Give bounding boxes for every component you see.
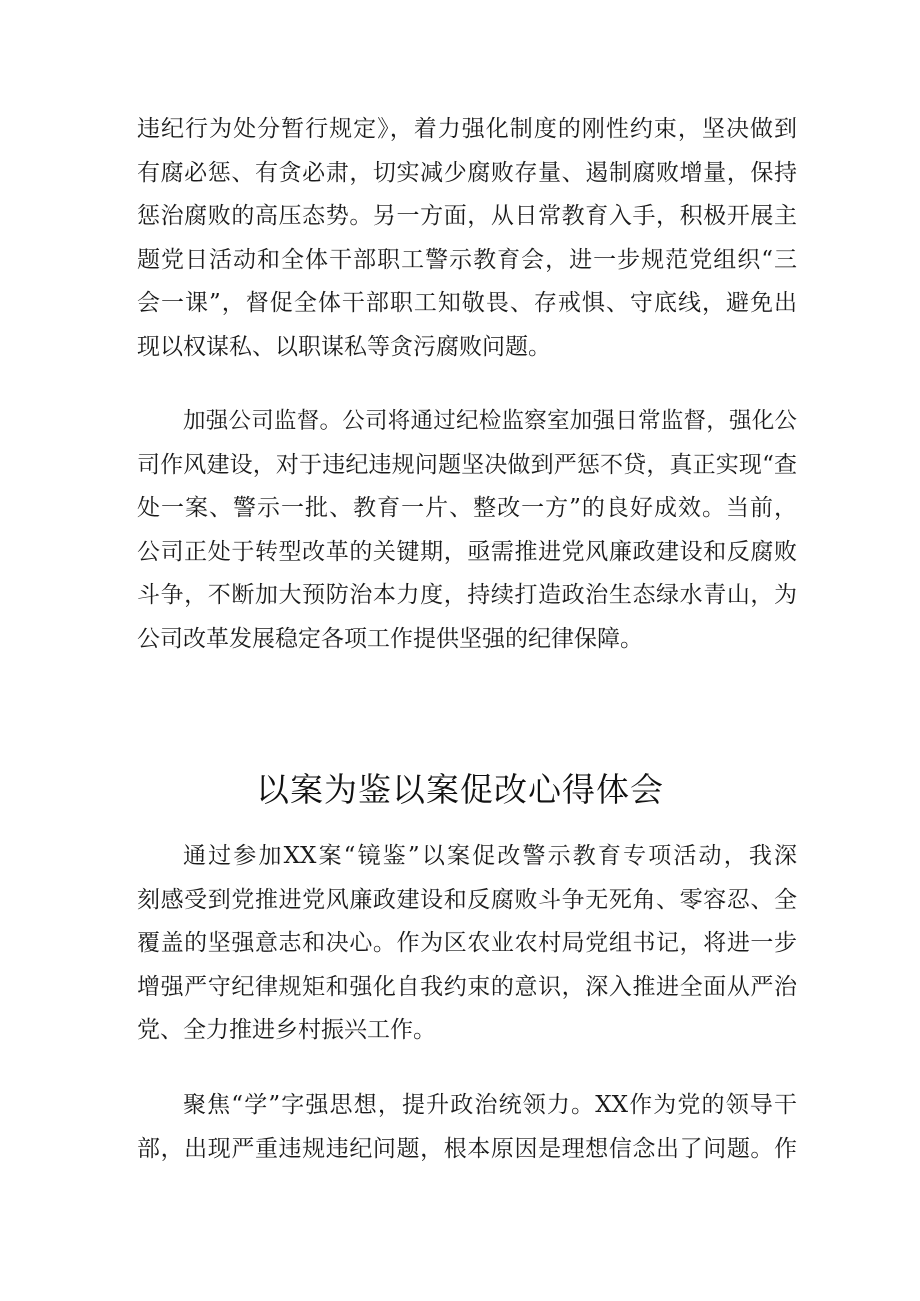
text-line: 处一案、警示一批、教育一片、整改一方”的良好成效。当前， <box>137 495 797 521</box>
text-line: 司作风建设，对于违纪违规问题坚决做到严惩不贷，真正实现“查 <box>137 451 797 478</box>
text-line: 加强公司监督。公司将通过纪检监察室加强日常监督，强化公 <box>183 408 797 434</box>
text-line: 党、全力推进乡村振兴工作。 <box>137 1017 436 1043</box>
paragraph-company-supervision <box>137 400 797 661</box>
text-line: 增强严守纪律规矩和强化自我约束的意识，深入推进全面从严治 <box>137 973 797 1000</box>
text-line: 公司正处于转型改革的关键期，亟需推进党风廉政建设和反腐败 <box>137 538 797 565</box>
text-line: 斗争，不断加大预防治本力度，持续打造政治生态绿水青山，为 <box>137 582 797 608</box>
document-title: 以案为鉴以案促改心得体会 <box>256 770 664 810</box>
text-line: 通过参加XX案“镜鉴”以案促改警示教育专项活动，我深 <box>183 843 797 869</box>
text-line: 违纪行为处分暂行规定》，着力强化制度的刚性约束，坚决做到 <box>137 116 797 142</box>
text-line: 刻感受到党推进党风廉政建设和反腐败斗争无死角、零容忍、全 <box>137 886 797 913</box>
text-line: 现以权谋私、以职谋私等贪污腐败问题。 <box>137 333 551 360</box>
paragraph-discipline-education <box>137 108 797 369</box>
paragraph-warning-education <box>137 835 797 1053</box>
text-line: 部，出现严重违规违纪问题，根本原因是理想信念出了问题。作 <box>137 1135 797 1162</box>
paragraph-study-focus <box>137 1084 797 1171</box>
text-line: 聚焦“学”字强思想，提升政治统领力。XX作为党的领导干 <box>183 1092 797 1118</box>
text-line: 惩治腐败的高压态势。另一方面，从日常教育入手，积极开展主 <box>137 203 797 229</box>
text-line: 题党日活动和全体干部职工警示教育会，进一步规范党组织“三 <box>137 246 797 273</box>
text-line: 会一课”，督促全体干部职工知敬畏、存戒惧、守底线，避免出 <box>137 290 797 316</box>
text-line: 有腐必惩、有贪必肃，切实减少腐败存量、遏制腐败增量，保持 <box>137 159 797 186</box>
text-line: 公司改革发展稳定各项工作提供坚强的纪律保障。 <box>137 625 643 652</box>
text-line: 覆盖的坚强意志和决心。作为区农业农村局党组书记，将进一步 <box>137 930 797 956</box>
